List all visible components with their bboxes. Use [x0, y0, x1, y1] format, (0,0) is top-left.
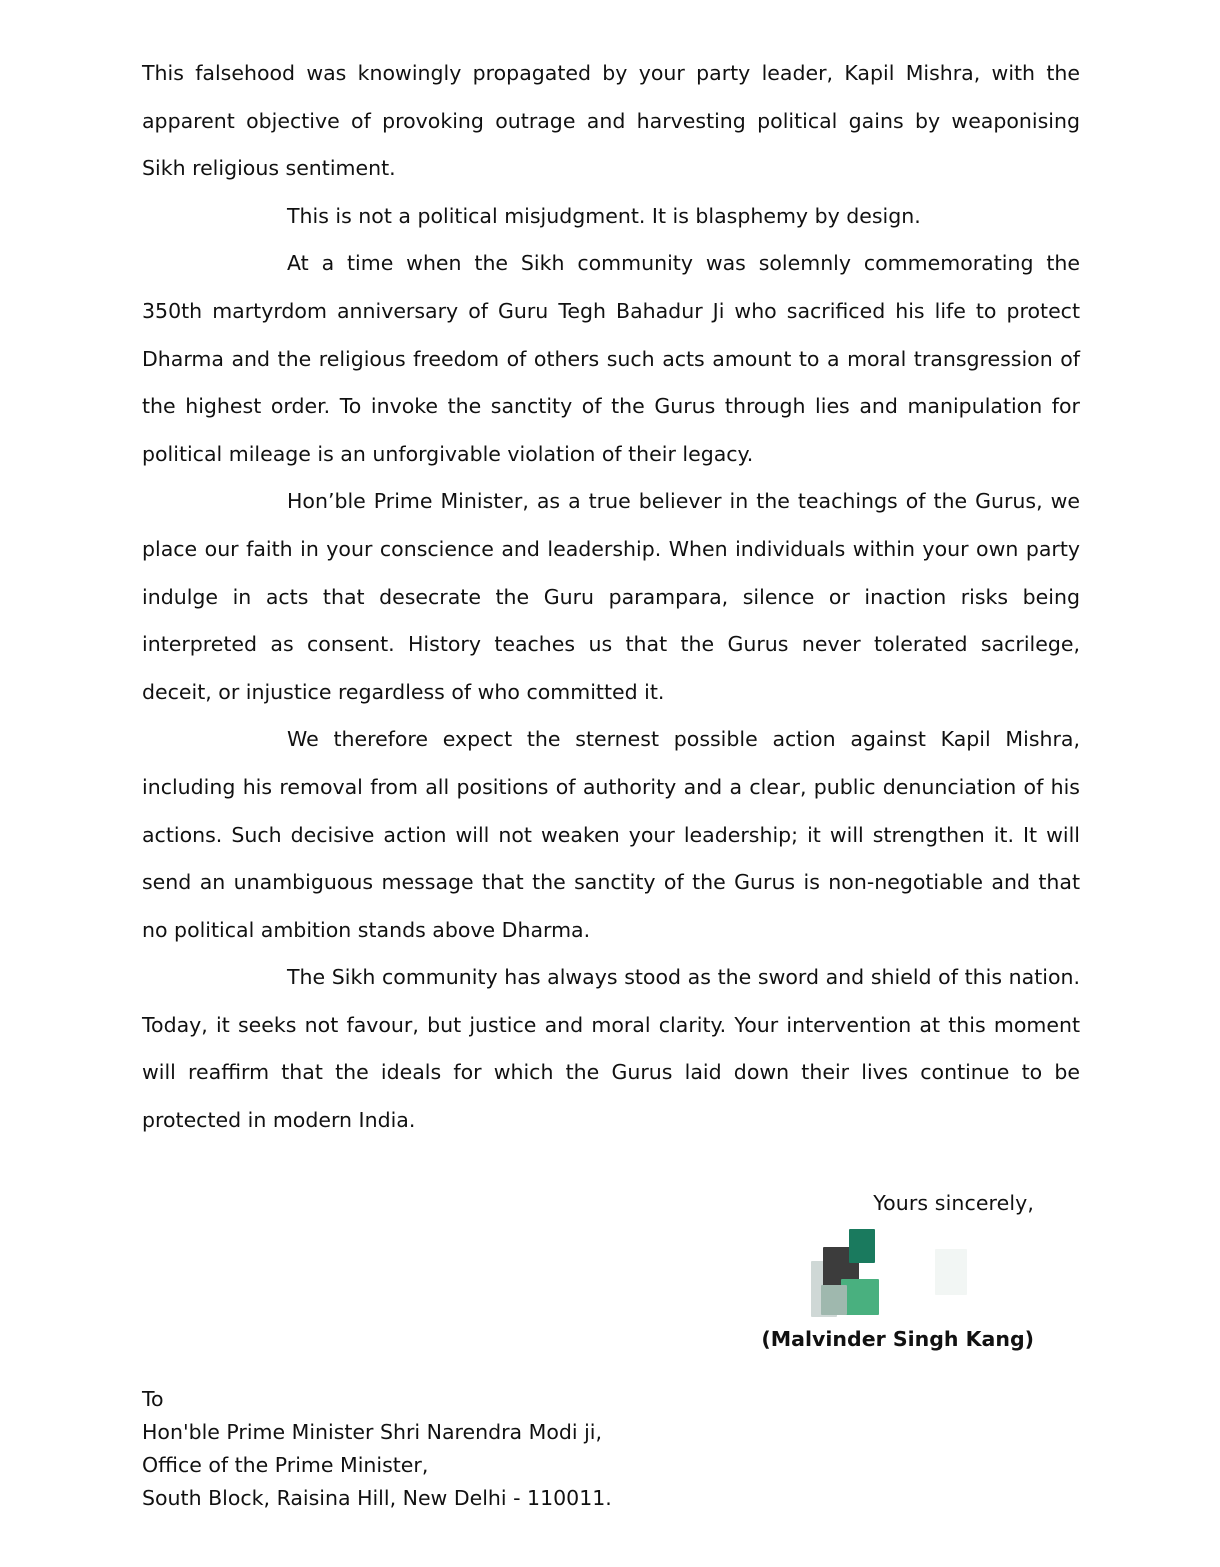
addressee-block [142, 1383, 612, 1515]
signature-block [142, 1191, 1080, 1351]
paragraph-6: The Sikh community has always stood as the sword and shield of this nation. Today, it seeks not favour, but justice and moral clarity. Your intervention at this moment will reaffirm that the ideals for which the Gurus laid down their lives continue to be protected in modern India. [142, 965, 1080, 1133]
paragraph-4: Hon’ble Prime Minister, as a true believer in the teachings of the Gurus, we place our faith in your conscience and leadership. When individuals within your own party indulge in acts that desecrate the Guru parampara, silence or inaction risks being interpreted as consent. History teaches us that the Gurus never tolerated sacrilege, deceit, or injustice regardless of who committed it. [142, 489, 1080, 704]
closing-salutation: Yours sincerely, [873, 1190, 1034, 1215]
addressee-line-office: Office of the Prime Minister, [142, 1453, 429, 1477]
paragraph-1: This falsehood was knowingly propagated by your party leader, Kapil Mishra, with the apparent objective of provoking outrage and harvesting political gains by weaponising Sikh religious sentiment. [142, 61, 1080, 181]
signature-area [142, 1225, 1034, 1325]
addressee-line-to: To [142, 1387, 164, 1411]
paragraph-3: At a time when the Sikh community was solemnly commemorating the 350th martyrdom anniversary of Guru Tegh Bahadur Ji who sacrificed his life to protect Dharma and the religious freedom of others such acts amount to a moral transgression of the highest order. To invoke the sanctity of the Gurus through lies and manipulation for political mileage is an unforgivable violation of their legacy. [142, 251, 1080, 466]
paragraph-2: This is not a political misjudgment. It is blasphemy by design. [287, 203, 921, 228]
handwritten-signature-image [811, 1229, 976, 1319]
signer-name: (Malvinder Singh Kang) [761, 1326, 1034, 1351]
addressee-line-address: South Block, Raisina Hill, New Delhi - 110011. [142, 1486, 612, 1510]
paragraph-5: We therefore expect the sternest possible action against Kapil Mishra, including his removal from all positions of authority and a clear, public denunciation of his actions. Such decisive action will not weaken your leadership; it will strengthen it. It will send an unambiguous message that the sanctity of the Gurus is non-negotiable and that no political ambition stands above Dharma. [142, 727, 1080, 942]
addressee-line-name: Hon'ble Prime Minister Shri Narendra Modi ji, [142, 1420, 602, 1444]
letter-body [142, 50, 1080, 1145]
